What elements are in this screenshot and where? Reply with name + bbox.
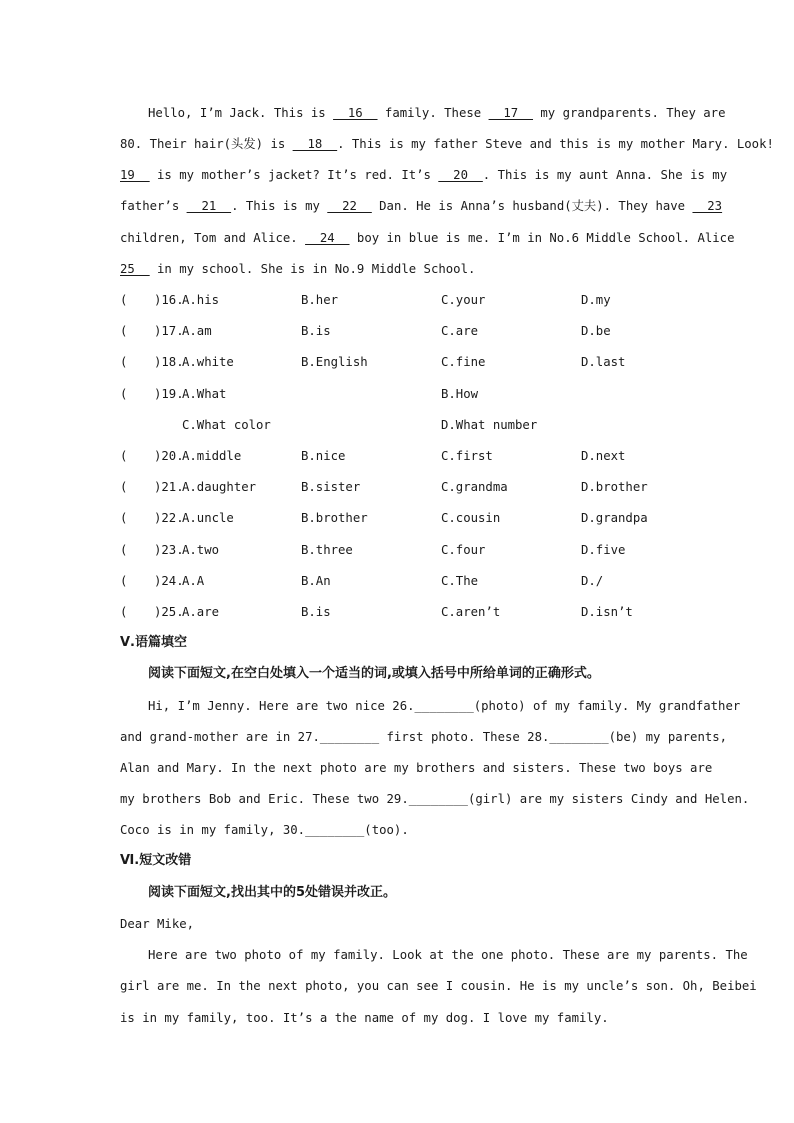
section-6-instruction: 阅读下面短文,找出其中的5处错误并改正。: [148, 885, 396, 900]
option-c: C.What color: [182, 418, 271, 432]
blank-20: __20__: [438, 168, 483, 182]
letter-salutation: Dear Mike,: [120, 917, 195, 931]
passage-text: 80. Their hair(头发) is: [120, 137, 293, 151]
option-c: C.fine: [441, 355, 486, 369]
blank-21: __21__: [186, 199, 232, 213]
correction-line: Here are two photo of my family. Look at the one photo. These are my parents. The: [148, 948, 748, 962]
question-number: )18.: [154, 355, 184, 369]
fill-in-line: Coco is in my family, 30.________(too).: [120, 823, 409, 837]
fill-in-line: Hi, I’m Jenny. Here are two nice 26.________(photo) of my family. My grandfather: [148, 699, 741, 713]
blank-16: __16__: [333, 106, 378, 120]
passage-line: [120, 261, 675, 277]
passage-line: [120, 167, 728, 183]
passage-text: family. These: [377, 106, 489, 120]
blank-24: __24__: [305, 231, 350, 245]
blank-23: __23: [692, 199, 723, 213]
answer-bracket[interactable]: (: [120, 574, 128, 588]
answer-bracket[interactable]: (: [120, 480, 128, 494]
fill-in-line: my brothers Bob and Eric. These two 29.________(girl) are my sisters Cindy and Helen.: [120, 792, 750, 806]
blank-17: __17__: [488, 106, 533, 120]
option-c: C.your: [441, 293, 486, 307]
option-d: D.isn’t: [581, 605, 633, 619]
option-b: B.her: [301, 293, 339, 307]
option-c: C.The: [441, 574, 479, 588]
section-5-heading: Ⅴ.语篇填空: [120, 635, 187, 650]
option-c: C.aren’t: [441, 605, 501, 619]
option-b: B.How: [441, 387, 479, 401]
passage-text: Hello, I’m Jack. This is: [148, 106, 334, 120]
answer-bracket[interactable]: (: [120, 511, 128, 525]
question-number: )25.: [154, 605, 184, 619]
blank-18: __18__: [292, 137, 338, 151]
option-b: B.brother: [301, 511, 368, 525]
option-d: D.next: [581, 449, 626, 463]
question-number: )17.: [154, 324, 184, 338]
option-a: A.two: [182, 543, 220, 557]
answer-bracket[interactable]: (: [120, 543, 128, 557]
blank-19: 19__: [120, 168, 150, 182]
option-a: A.A: [182, 574, 205, 588]
section-5-instruction: 阅读下面短文,在空白处填入一个适当的词,或填入括号中所给单词的正确形式。: [148, 666, 600, 681]
option-c: C.grandma: [441, 480, 508, 494]
question-number: )21.: [154, 480, 184, 494]
section-6-heading: Ⅵ.短文改错: [120, 853, 192, 868]
question-number: )24.: [154, 574, 184, 588]
option-a: A.middle: [182, 449, 242, 463]
option-a: A.daughter: [182, 480, 257, 494]
correction-line: girl are me. In the next photo, you can see I cousin. He is my uncle’s son. Oh, Beibei: [120, 979, 757, 993]
answer-bracket[interactable]: (: [120, 449, 128, 463]
option-d: D.last: [581, 355, 626, 369]
passage-text: children, Tom and Alice.: [120, 231, 306, 245]
fill-in-line: and grand-mother are in 27.________ first photo. These 28.________(be) my parents,: [120, 730, 728, 744]
question-number: )20.: [154, 449, 184, 463]
option-c: C.are: [441, 324, 479, 338]
option-d: D.be: [581, 324, 611, 338]
option-a: A.his: [182, 293, 220, 307]
option-d: D.brother: [581, 480, 648, 494]
option-b: B.sister: [301, 480, 361, 494]
passage-line: [120, 198, 723, 214]
passage-text: . This is my: [231, 199, 328, 213]
passage-text: boy in blue is me. I’m in No.6 Middle School. Alice: [349, 231, 735, 245]
option-a: A.uncle: [182, 511, 234, 525]
passage-text: Dan. He is Anna’s husband(丈夫). They have: [371, 199, 693, 213]
option-d: D.five: [581, 543, 626, 557]
option-b: B.is: [301, 605, 331, 619]
passage-text: is my mother’s jacket? It’s red. It’s: [149, 168, 439, 182]
option-c: C.cousin: [441, 511, 501, 525]
passage-line: [120, 230, 735, 246]
passage-text: . This is my aunt Anna. She is my: [482, 168, 728, 182]
option-a: A.white: [182, 355, 234, 369]
option-b: B.is: [301, 324, 331, 338]
correction-line: is in my family, too. It’s a the name of my dog. I love my family.: [120, 1011, 609, 1025]
passage-text: . This is my father Steve and this is my mother Mary. Look!: [337, 137, 774, 151]
blank-22: __22__: [327, 199, 372, 213]
answer-bracket[interactable]: (: [120, 387, 128, 401]
passage-text: in my school. She is in No.9 Middle School.: [149, 262, 476, 276]
option-b: B.nice: [301, 449, 346, 463]
answer-bracket[interactable]: (: [120, 293, 128, 307]
option-d: D.What number: [441, 418, 538, 432]
passage-text: my grandparents. They are: [533, 106, 726, 120]
option-c: C.first: [441, 449, 493, 463]
option-d: D.my: [581, 293, 611, 307]
question-number: )19.: [154, 387, 184, 401]
option-b: B.English: [301, 355, 368, 369]
answer-bracket[interactable]: (: [120, 605, 128, 619]
option-b: B.An: [301, 574, 331, 588]
question-number: )22.: [154, 511, 184, 525]
blank-25: 25__: [120, 262, 150, 276]
passage-text: father’s: [120, 199, 187, 213]
question-number: )16.: [154, 293, 184, 307]
option-c: C.four: [441, 543, 486, 557]
option-d: D./: [581, 574, 604, 588]
option-a: A.What: [182, 387, 227, 401]
option-d: D.grandpa: [581, 511, 648, 525]
option-b: B.three: [301, 543, 353, 557]
answer-bracket[interactable]: (: [120, 355, 128, 369]
answer-bracket[interactable]: (: [120, 324, 128, 338]
passage-line: [120, 136, 774, 152]
passage-line: [148, 105, 726, 121]
question-number: )23.: [154, 543, 184, 557]
option-a: A.are: [182, 605, 220, 619]
fill-in-line: Alan and Mary. In the next photo are my brothers and sisters. These two boys are: [120, 761, 713, 775]
option-a: A.am: [182, 324, 212, 338]
